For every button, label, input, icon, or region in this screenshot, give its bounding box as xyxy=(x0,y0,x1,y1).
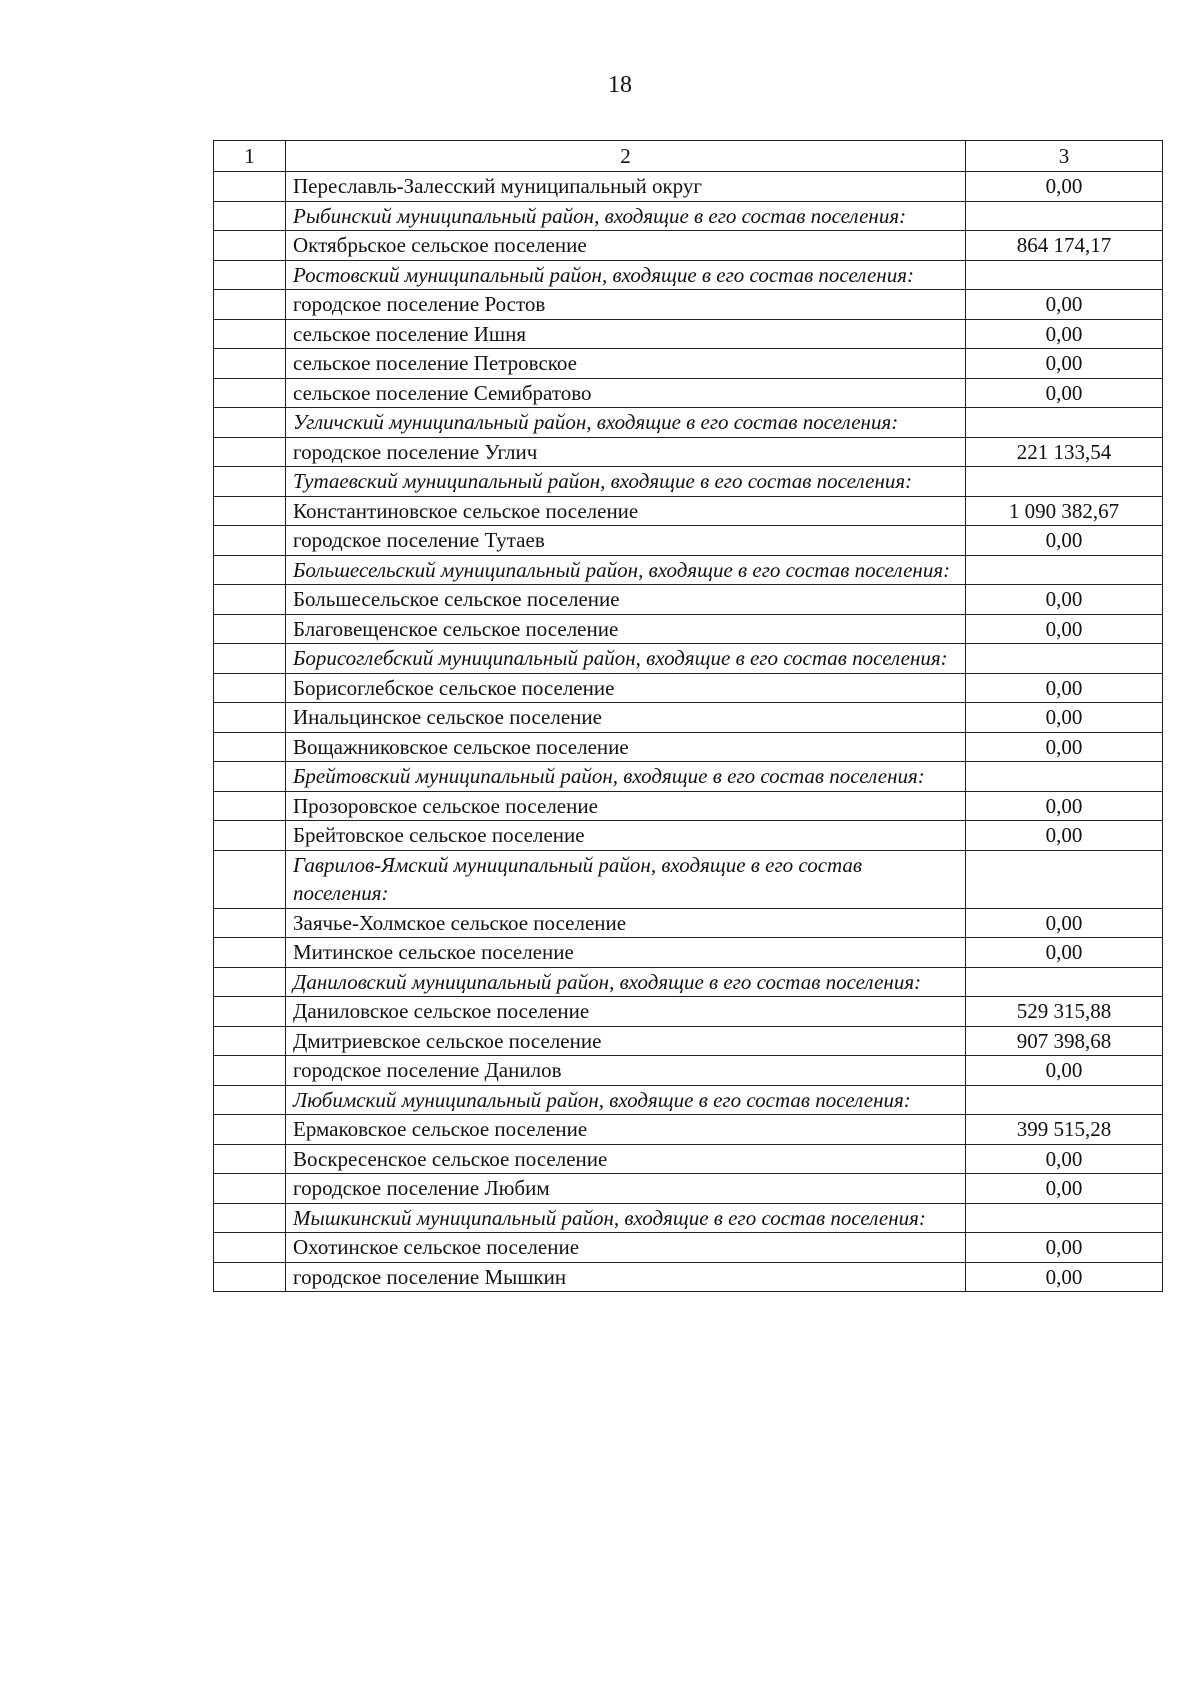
column-header-number: 1 xyxy=(214,141,286,172)
page-number: 18 xyxy=(608,72,632,98)
row-number-cell xyxy=(214,526,286,556)
row-number-cell xyxy=(214,349,286,379)
amount-value xyxy=(966,260,1163,290)
table-row xyxy=(214,997,1163,1027)
table-row xyxy=(214,526,1163,556)
settlement-name: Митинское сельское поселение xyxy=(286,938,966,968)
district-name: Угличский муниципальный район, входящие в его состав поселения: xyxy=(286,408,966,438)
district-name: Тутаевский муниципальный район, входящие в его состав поселения: xyxy=(286,467,966,497)
row-number-cell xyxy=(214,172,286,202)
row-number-cell xyxy=(214,703,286,733)
amount-value xyxy=(966,1203,1163,1233)
amount-value xyxy=(966,850,1163,908)
district-group-row xyxy=(214,850,1163,908)
row-number-cell xyxy=(214,644,286,674)
row-number-cell xyxy=(214,585,286,615)
district-group-row xyxy=(214,408,1163,438)
table-row xyxy=(214,1144,1163,1174)
amount-value: 0,00 xyxy=(966,732,1163,762)
district-group-row xyxy=(214,201,1163,231)
district-group-row xyxy=(214,1085,1163,1115)
row-number-cell xyxy=(214,1144,286,1174)
amount-value: 0,00 xyxy=(966,791,1163,821)
table-header xyxy=(214,141,1163,172)
amount-value xyxy=(966,1085,1163,1115)
settlement-name: городское поселение Ростов xyxy=(286,290,966,320)
amount-value: 0,00 xyxy=(966,938,1163,968)
row-number-cell xyxy=(214,467,286,497)
table-row xyxy=(214,703,1163,733)
district-name: Брейтовский муниципальный район, входящие в его состав поселения: xyxy=(286,762,966,792)
settlement-name: городское поселение Углич xyxy=(286,437,966,467)
table-row xyxy=(214,496,1163,526)
table-row xyxy=(214,585,1163,615)
table-row xyxy=(214,172,1163,202)
district-name: Рыбинский муниципальный район, входящие в его состав поселения: xyxy=(286,201,966,231)
row-number-cell xyxy=(214,791,286,821)
settlement-name: Инальцинское сельское поселение xyxy=(286,703,966,733)
settlement-name: городское поселение Любим xyxy=(286,1174,966,1204)
table-row xyxy=(214,378,1163,408)
settlement-name: Октябрьское сельское поселение xyxy=(286,231,966,261)
district-name: Борисоглебский муниципальный район, входящие в его состав поселения: xyxy=(286,644,966,674)
settlement-name: Воскресенское сельское поселение xyxy=(286,1144,966,1174)
amount-value: 0,00 xyxy=(966,378,1163,408)
table-row xyxy=(214,1262,1163,1292)
column-header-name: 2 xyxy=(286,141,966,172)
amount-value: 1 090 382,67 xyxy=(966,496,1163,526)
amount-value: 0,00 xyxy=(966,526,1163,556)
row-number-cell xyxy=(214,231,286,261)
row-number-cell xyxy=(214,997,286,1027)
settlement-name: Охотинское сельское поселение xyxy=(286,1233,966,1263)
table-body xyxy=(214,172,1163,1292)
amount-value: 0,00 xyxy=(966,290,1163,320)
amount-value: 399 515,28 xyxy=(966,1115,1163,1145)
district-group-row xyxy=(214,1203,1163,1233)
amount-value: 0,00 xyxy=(966,349,1163,379)
table-row xyxy=(214,1056,1163,1086)
amount-value xyxy=(966,201,1163,231)
amount-value xyxy=(966,762,1163,792)
amount-value xyxy=(966,408,1163,438)
table-row xyxy=(214,732,1163,762)
district-group-row xyxy=(214,967,1163,997)
settlement-name: сельское поселение Ишня xyxy=(286,319,966,349)
amount-value: 0,00 xyxy=(966,614,1163,644)
row-number-cell xyxy=(214,821,286,851)
settlement-name: сельское поселение Семибратово xyxy=(286,378,966,408)
allocation-table xyxy=(213,140,1163,1292)
table-row xyxy=(214,791,1163,821)
settlement-name: Прозоровское сельское поселение xyxy=(286,791,966,821)
amount-value: 0,00 xyxy=(966,1233,1163,1263)
settlement-name: Заячье-Холмское сельское поселение xyxy=(286,908,966,938)
district-name: Большесельский муниципальный район, входящие в его состав поселения: xyxy=(286,555,966,585)
row-number-cell xyxy=(214,1233,286,1263)
table-row xyxy=(214,290,1163,320)
row-number-cell xyxy=(214,290,286,320)
row-number-cell xyxy=(214,762,286,792)
row-number-cell xyxy=(214,408,286,438)
amount-value: 0,00 xyxy=(966,703,1163,733)
amount-value: 907 398,68 xyxy=(966,1026,1163,1056)
amount-value xyxy=(966,644,1163,674)
settlement-name: Борисоглебское сельское поселение xyxy=(286,673,966,703)
table-row xyxy=(214,673,1163,703)
row-number-cell xyxy=(214,1056,286,1086)
amount-value xyxy=(966,967,1163,997)
district-group-row xyxy=(214,762,1163,792)
district-group-row xyxy=(214,260,1163,290)
column-header-amount: 3 xyxy=(966,141,1163,172)
row-number-cell xyxy=(214,201,286,231)
table-row xyxy=(214,614,1163,644)
amount-value: 0,00 xyxy=(966,821,1163,851)
table-row xyxy=(214,938,1163,968)
amount-value xyxy=(966,555,1163,585)
amount-value: 0,00 xyxy=(966,673,1163,703)
row-number-cell xyxy=(214,437,286,467)
row-number-cell xyxy=(214,378,286,408)
district-group-row xyxy=(214,467,1163,497)
settlement-name: Константиновское сельское поселение xyxy=(286,496,966,526)
settlement-name: городское поселение Данилов xyxy=(286,1056,966,1086)
table-row xyxy=(214,1026,1163,1056)
settlement-name: Переславль-Залесский муниципальный округ xyxy=(286,172,966,202)
district-name: Даниловский муниципальный район, входящие в его состав поселения: xyxy=(286,967,966,997)
row-number-cell xyxy=(214,938,286,968)
amount-value: 0,00 xyxy=(966,319,1163,349)
row-number-cell xyxy=(214,1262,286,1292)
settlement-name: Даниловское сельское поселение xyxy=(286,997,966,1027)
amount-value: 0,00 xyxy=(966,1144,1163,1174)
row-number-cell xyxy=(214,673,286,703)
district-group-row xyxy=(214,555,1163,585)
row-number-cell xyxy=(214,555,286,585)
settlement-name: Брейтовское сельское поселение xyxy=(286,821,966,851)
table-row xyxy=(214,1174,1163,1204)
row-number-cell xyxy=(214,908,286,938)
district-name: Ростовский муниципальный район, входящие в его состав поселения: xyxy=(286,260,966,290)
amount-value: 0,00 xyxy=(966,1174,1163,1204)
table-row xyxy=(214,908,1163,938)
amount-value: 221 133,54 xyxy=(966,437,1163,467)
row-number-cell xyxy=(214,260,286,290)
district-name: Гаврилов-Ямский муниципальный район, входящие в его состав поселения: xyxy=(286,850,966,908)
row-number-cell xyxy=(214,850,286,908)
amount-value: 0,00 xyxy=(966,585,1163,615)
row-number-cell xyxy=(214,1203,286,1233)
table-row xyxy=(214,1233,1163,1263)
row-number-cell xyxy=(214,614,286,644)
amount-value xyxy=(966,467,1163,497)
header-row xyxy=(214,141,1163,172)
row-number-cell xyxy=(214,496,286,526)
amount-value: 864 174,17 xyxy=(966,231,1163,261)
amount-value: 0,00 xyxy=(966,1262,1163,1292)
table-row xyxy=(214,821,1163,851)
row-number-cell xyxy=(214,1174,286,1204)
table-row xyxy=(214,349,1163,379)
table-row xyxy=(214,319,1163,349)
settlement-name: Ермаковское сельское поселение xyxy=(286,1115,966,1145)
row-number-cell xyxy=(214,967,286,997)
amount-value: 0,00 xyxy=(966,1056,1163,1086)
row-number-cell xyxy=(214,732,286,762)
table-row xyxy=(214,437,1163,467)
settlement-name: Благовещенское сельское поселение xyxy=(286,614,966,644)
amount-value: 0,00 xyxy=(966,908,1163,938)
district-name: Любимский муниципальный район, входящие в его состав поселения: xyxy=(286,1085,966,1115)
settlement-name: Дмитриевское сельское поселение xyxy=(286,1026,966,1056)
settlement-name: городское поселение Тутаев xyxy=(286,526,966,556)
table-row xyxy=(214,1115,1163,1145)
row-number-cell xyxy=(214,1085,286,1115)
row-number-cell xyxy=(214,1026,286,1056)
row-number-cell xyxy=(214,319,286,349)
district-name: Мышкинский муниципальный район, входящие в его состав поселения: xyxy=(286,1203,966,1233)
table-row xyxy=(214,231,1163,261)
settlement-name: Большесельское сельское поселение xyxy=(286,585,966,615)
row-number-cell xyxy=(214,1115,286,1145)
amount-value: 0,00 xyxy=(966,172,1163,202)
district-group-row xyxy=(214,644,1163,674)
settlement-name: городское поселение Мышкин xyxy=(286,1262,966,1292)
settlement-name: сельское поселение Петровское xyxy=(286,349,966,379)
settlement-name: Вощажниковское сельское поселение xyxy=(286,732,966,762)
amount-value: 529 315,88 xyxy=(966,997,1163,1027)
